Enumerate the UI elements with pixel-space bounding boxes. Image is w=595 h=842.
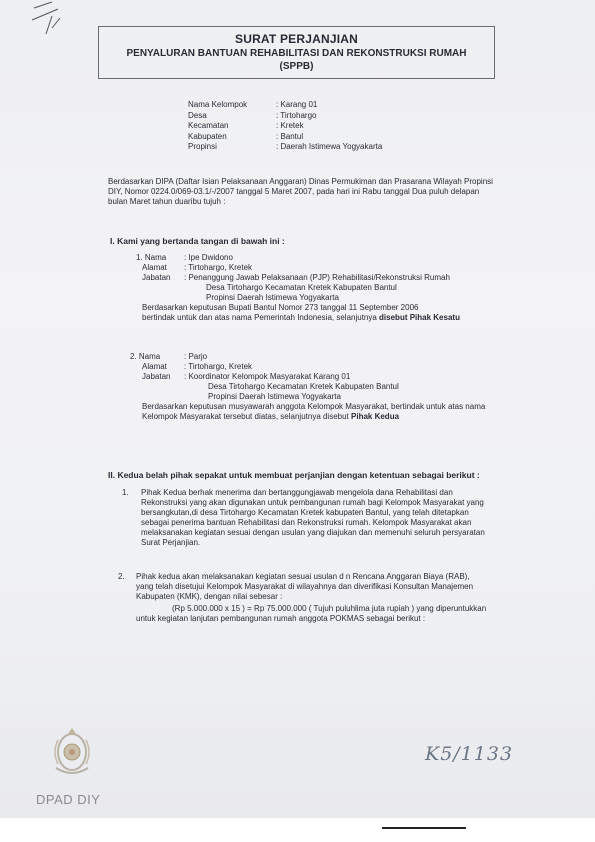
title-box (98, 26, 495, 79)
handwritten-annotation: K5/1133 (425, 743, 514, 765)
section-1-heading: I. Kami yang bertanda tangan di bawah ini : (110, 236, 285, 246)
info-row-kecamatan: Kecamatan : Kretek (188, 121, 304, 130)
item-1-paragraph: Pihak Kedua berhak menerima dan bertanggungjawab mengelola dana Rehabilitasi dan Rekonstruksi yang akan digunakan untuk pembangunan rumah bagi Kelompok Masyarakat yang bersangkutan,di desa Tirtohargo Kecamatan Kretek kabupaten Bantul, yang telah ditetapkan sebagai penerima bantuan Rehabilitasi dan Rekonstruksi rumah. Kelompok Masyarakat akan melaksanakan kegiatan sesuai dengan usulan yang diajukan dan memenuhi seluruh persyaratan Surat Perjanjian. (141, 488, 485, 547)
pihak-kesatu-label: disebut Pihak Kesatu (379, 313, 460, 322)
info-row-kabupaten: Kabupaten : Bantul (188, 131, 304, 141)
yogyakarta-emblem-icon (48, 722, 96, 782)
stamp-label: DPAD DIY (36, 792, 101, 807)
document-subtitle: PENYALURAN BANTUAN REHABILITASI DAN REKONSTRUKSI RUMAH (126, 48, 467, 59)
amount-line: (Rp 5.000.000 x 15 ) = Rp 75.000.000 ( Tujuh puluhlima juta rupiah ) yang diperuntukkan (172, 604, 487, 613)
pihak-kedua-label: Pihak Kedua (351, 412, 400, 421)
info-row-propinsi: Propinsi : Daerah Istimewa Yogyakarta (188, 142, 383, 151)
info-row-nama-kelompok: Nama Kelompok : Karang 01 (188, 100, 318, 109)
item-2-number: 2. (118, 572, 125, 581)
party-2-block: 2. Nama : Parjo Alamat : Tirtohargo, Kretek Jabatan : Koordinator Kelompok Masyarakat Karang 01 Desa Tirtohargo Kecamatan Kretek Kabupaten Bantul Propinsi Daerah Istimewa Yogyakarta Berdasarkan keputusan musyawarah anggota Kelompok Masyarakat, bertindak untuk atas nama Kelompok Masyarakat tersebut diatas, selanjutnya disebut Pihak Kedua (130, 352, 486, 421)
page-margin-bottom (0, 818, 595, 842)
footer-rule (382, 827, 466, 829)
pen-scribble-mark (30, 0, 70, 40)
document-title: SURAT PERJANJIAN (235, 32, 358, 46)
item-2-paragraph: Pihak kedua akan melaksanakan kegiatan sesuai usulan d n Rencana Anggaran Biaya (RAB), yang telah disetujui Kelompok Masyarakat di wilayahnya dan diverifikasi Konsultan Manajemen Kabupaten (KMK), dengan nilai sebesar : (Rp 5.000.000 x 15 ) = Rp 75.000.000 ( Tujuh puluhlima juta rupiah ) yang diperuntukkan untuk kegiatan lanjutan pembangunan rumah anggota POKMAS sebagai berikut : (136, 572, 536, 624)
info-row-desa: Desa : Tirtohargo (188, 110, 317, 120)
intro-paragraph: Berdasarkan DIPA (Daftar Isian Pelaksanaan Anggaran) Dinas Permukiman dan Prasarana Wilayah Propinsi DIY, Nomor 0224.0/069-03.1/-/2007 tanggal 5 Maret 2007, pada hari ini Rabu tanggal Dua puluh delapan bulan Maret tahun duaribu tujuh : (108, 177, 493, 206)
item-1-number: 1. (122, 488, 129, 497)
section-2-heading: II. Kedua belah pihak sepakat untuk membuat perjanjian dengan ketentuan sebagai berikut : (108, 470, 480, 480)
party-1-block: 1. Nama : Ipe Dwidono Alamat : Tirtohargo, Kretek Jabatan : Penanggung Jawab Pelaksanaan (PJP) Rehabilitasi/Rekonstruksi Rumah Desa Tirtohargo Kecamatan Kretek Kabupaten Bantul Propinsi Daerah Istimewa Yogyakarta Berdasarkan keputusan Bupati Bantul Nomor 273 tanggal 11 September 2006 bertindak untuk dan atas nama Pemerintah Indonesia, selanjutnya disebut Pihak Kesatu (136, 253, 460, 322)
group-info-block (188, 100, 382, 153)
document-abbreviation: (SPPB) (279, 61, 314, 72)
